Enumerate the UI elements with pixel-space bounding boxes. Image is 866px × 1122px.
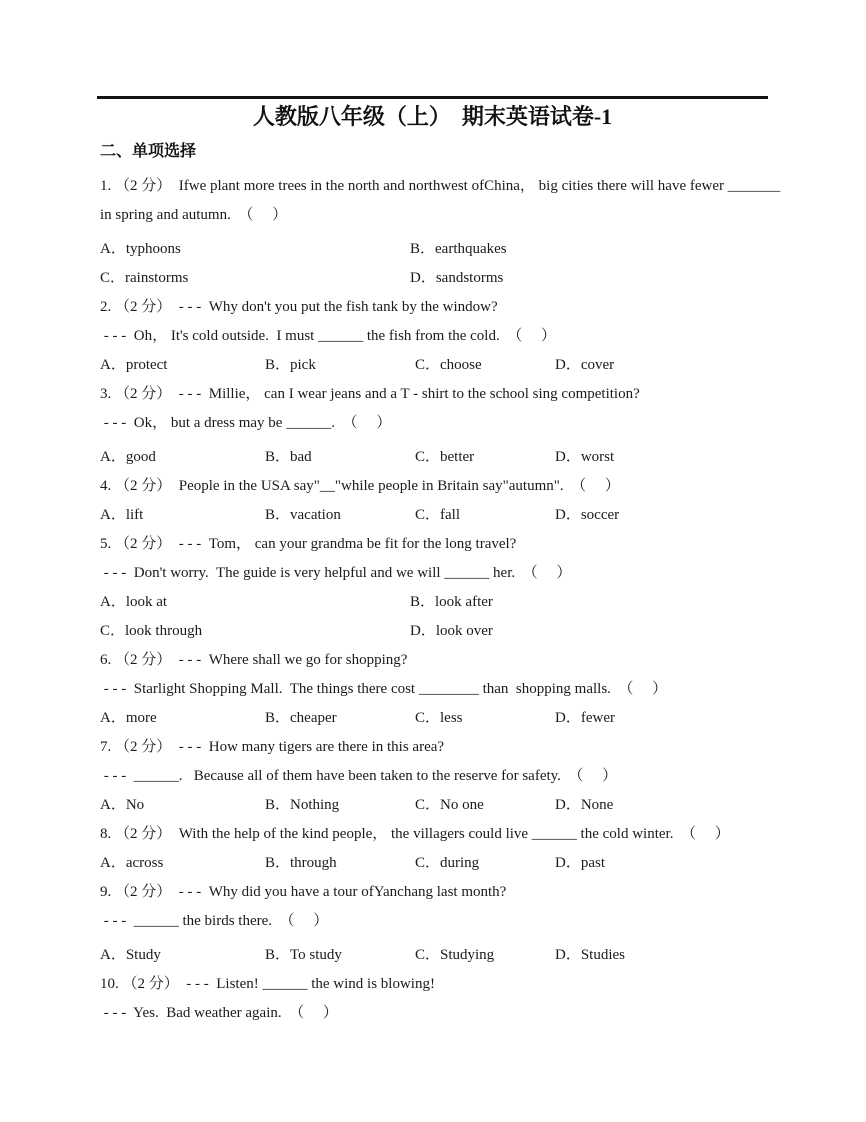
section-heading: 二、单项选择	[100, 143, 197, 160]
question-1-option-d: D．sandstorms	[410, 270, 504, 286]
question-8-option-d: D．past	[555, 855, 605, 871]
question-3-option-a: A．good	[100, 449, 156, 465]
question-9-options-row	[100, 941, 800, 970]
question-5-stem-line-2: - - - Don't worry. The guide is very helpful and we will ______ her. （ ）	[100, 565, 572, 581]
question-2-stem-line-1: 2. （2 分） - - - Why don't you put the fish tank by the window?	[100, 299, 498, 315]
question-2	[100, 293, 800, 380]
question-6-option-c: C．less	[415, 710, 463, 726]
question-9-stem-line-1: 9. （2 分） - - - Why did you have a tour ofYanchang last month?	[100, 884, 507, 900]
question-9-option-a: A．Study	[100, 947, 161, 963]
question-6	[100, 646, 800, 733]
question-9-option-c: C．Studying	[415, 947, 495, 963]
question-7-options-row	[100, 791, 800, 820]
question-3	[100, 380, 800, 472]
question-2-stem-line-2: - - - Oh， It's cold outside. I must ______ the fish from the cold. （ ）	[100, 328, 556, 344]
question-5-option-c: C．look through	[100, 623, 203, 639]
question-3-option-b: B．bad	[265, 449, 312, 465]
question-2-option-c: C．choose	[415, 357, 482, 373]
question-1	[100, 172, 800, 293]
question-8-stem-line-1: 8. （2 分） With the help of the kind people， the villagers could live ______ the cold winter. （ ）	[100, 826, 730, 842]
question-9	[100, 878, 800, 970]
question-6-stem-line-2: - - - Starlight Shopping Mall. The things there cost ________ than shopping malls. （ ）	[100, 681, 668, 697]
question-7-stem-line-1: 7. （2 分） - - - How many tigers are there in this area?	[100, 739, 445, 755]
question-10	[100, 970, 800, 1028]
question-6-stem-line-1: 6. （2 分） - - - Where shall we go for shopping?	[100, 652, 408, 668]
question-7-option-c: C．No one	[415, 797, 484, 813]
question-8	[100, 820, 800, 878]
question-7	[100, 733, 800, 820]
question-4	[100, 472, 800, 530]
question-9-option-b: B．To study	[265, 947, 342, 963]
question-2-option-d: D．cover	[555, 357, 615, 373]
question-4-option-d: D．soccer	[555, 507, 620, 523]
question-7-option-a: A．No	[100, 797, 145, 813]
question-2-options-row	[100, 351, 800, 380]
question-2-option-a: A．protect	[100, 357, 168, 373]
exam-content	[100, 142, 800, 1028]
question-1-stem-line-1: 1. （2 分） Ifwe plant more trees in the north and northwest ofChina， big cities there will have fewer _______	[100, 178, 781, 194]
question-4-option-a: A．lift	[100, 507, 144, 523]
question-5-options-row-2	[100, 617, 800, 646]
question-8-option-a: A．across	[100, 855, 164, 871]
question-5	[100, 530, 800, 646]
question-4-stem-line-1: 4. （2 分） People in the USA say"__"while people in Britain say"autumn". （ ）	[100, 478, 620, 494]
question-7-option-d: D．None	[555, 797, 614, 813]
question-3-stem-line-2: - - - Ok， but a dress may be ______. （ ）	[100, 415, 392, 431]
question-3-option-d: D．worst	[555, 449, 615, 465]
question-1-option-a: A．typhoons	[100, 241, 181, 257]
question-4-option-b: B．vacation	[265, 507, 341, 523]
question-3-stem-line-1: 3. （2 分） - - - Millie， can I wear jeans and a T - shirt to the school sing competition?	[100, 386, 640, 402]
question-1-option-b: B．earthquakes	[410, 241, 507, 257]
question-1-stem-line-2: in spring and autumn. （ ）	[100, 207, 288, 223]
question-5-option-d: D．look over	[410, 623, 493, 639]
question-4-options-row	[100, 501, 800, 530]
question-6-options-row	[100, 704, 800, 733]
question-3-option-c: C．better	[415, 449, 475, 465]
question-6-option-d: D．fewer	[555, 710, 615, 726]
question-3-options-row	[100, 443, 800, 472]
question-10-stem-line-2: - - - Yes. Bad weather again. （ ）	[100, 1005, 338, 1021]
question-8-option-c: C．during	[415, 855, 480, 871]
question-1-option-c: C．rainstorms	[100, 270, 189, 286]
question-5-options-row-1	[100, 588, 800, 617]
question-7-stem-line-2: - - - ______. Because all of them have been taken to the reserve for safety. （ ）	[100, 768, 618, 784]
question-5-stem-line-1: 5. （2 分） - - - Tom， can your grandma be fit for the long travel?	[100, 536, 517, 552]
question-9-option-d: D．Studies	[555, 947, 626, 963]
question-10-stem-line-1: 10. （2 分） - - - Listen! ______ the wind is blowing!	[100, 976, 435, 992]
page-title: 人教版八年级（上） 期末英语试卷-1	[252, 104, 613, 129]
question-9-stem-line-2: - - - ______ the birds there. （ ）	[100, 913, 329, 929]
question-5-option-a: A．look at	[100, 594, 168, 610]
question-5-option-b: B．look after	[410, 594, 493, 610]
question-6-option-b: B．cheaper	[265, 710, 337, 726]
question-7-option-b: B．Nothing	[265, 797, 340, 813]
question-1-options-row-1	[100, 235, 800, 264]
question-4-option-c: C．fall	[415, 507, 460, 523]
question-8-option-b: B．through	[265, 855, 337, 871]
question-8-options-row	[100, 849, 800, 878]
header-divider-line	[97, 96, 768, 99]
question-2-option-b: B．pick	[265, 357, 316, 373]
question-1-options-row-2	[100, 264, 800, 293]
question-6-option-a: A．more	[100, 710, 157, 726]
